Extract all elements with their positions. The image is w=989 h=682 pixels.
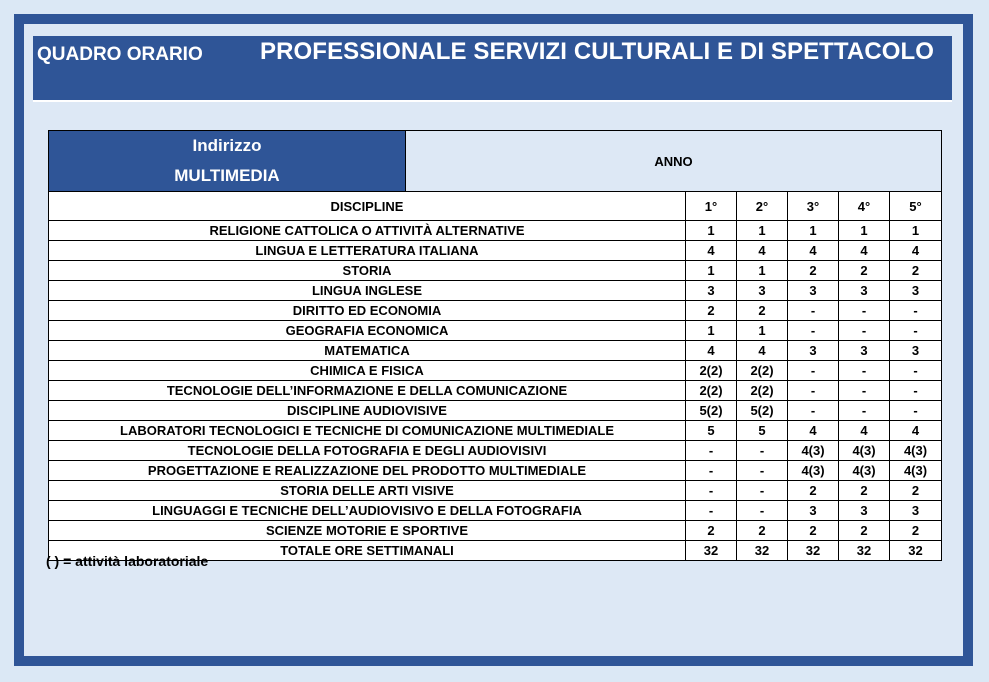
hours-cell: - <box>788 321 839 341</box>
indirizzo-value: MULTIMEDIA <box>174 166 280 185</box>
hours-cell: - <box>839 321 890 341</box>
table-row <box>49 301 942 321</box>
hours-cell: 4 <box>890 241 942 261</box>
hours-cell: 3 <box>788 341 839 361</box>
table-row <box>49 501 942 521</box>
hours-cell: 4 <box>788 421 839 441</box>
table-row <box>49 241 942 261</box>
hours-cell: - <box>890 401 942 421</box>
hours-cell: 1 <box>737 221 788 241</box>
hours-cell: 1 <box>686 321 737 341</box>
hours-cell: 1 <box>737 261 788 281</box>
hours-cell: 3 <box>839 341 890 361</box>
hours-cell: 1 <box>686 261 737 281</box>
hours-cell: 2 <box>788 261 839 281</box>
hours-cell: - <box>890 301 942 321</box>
hours-cell: 2(2) <box>737 361 788 381</box>
discipline-name: SCIENZE MOTORIE E SPORTIVE <box>49 521 686 541</box>
discipline-name: TECNOLOGIE DELL’INFORMAZIONE E DELLA COMUNICAZIONE <box>49 381 686 401</box>
hours-cell: 1 <box>839 221 890 241</box>
table-row <box>49 461 942 481</box>
hours-cell: 32 <box>839 541 890 561</box>
hours-cell: 2 <box>839 261 890 281</box>
year-header-5: 5° <box>890 192 942 221</box>
discipline-name: STORIA DELLE ARTI VISIVE <box>49 481 686 501</box>
discipline-name: LABORATORI TECNOLOGICI E TECNICHE DI COMUNICAZIONE MULTIMEDIALE <box>49 421 686 441</box>
hours-cell: 3 <box>788 501 839 521</box>
hours-cell: 3 <box>890 341 942 361</box>
anno-header: ANNO <box>406 131 942 192</box>
discipline-header: DISCIPLINE <box>49 192 686 221</box>
discipline-name: LINGUA E LETTERATURA ITALIANA <box>49 241 686 261</box>
discipline-name: DIRITTO ED ECONOMIA <box>49 301 686 321</box>
schedule-table <box>48 130 942 561</box>
hours-cell: 2 <box>839 481 890 501</box>
discipline-name: TECNOLOGIE DELLA FOTOGRAFIA E DEGLI AUDIOVISIVI <box>49 441 686 461</box>
hours-cell: - <box>737 501 788 521</box>
hours-cell: - <box>686 441 737 461</box>
discipline-name: PROGETTAZIONE E REALIZZAZIONE DEL PRODOTTO MULTIMEDIALE <box>49 461 686 481</box>
discipline-name: MATEMATICA <box>49 341 686 361</box>
hours-cell: - <box>686 461 737 481</box>
hours-cell: - <box>839 381 890 401</box>
discipline-name: GEOGRAFIA ECONOMICA <box>49 321 686 341</box>
hours-cell: 3 <box>890 501 942 521</box>
hours-cell: 2 <box>890 481 942 501</box>
discipline-name: LINGUA INGLESE <box>49 281 686 301</box>
hours-cell: 4(3) <box>839 461 890 481</box>
hours-cell: - <box>839 401 890 421</box>
discipline-name: TOTALE ORE SETTIMANALI <box>49 541 686 561</box>
hours-cell: 3 <box>686 281 737 301</box>
table-row <box>49 281 942 301</box>
hours-cell: 4 <box>839 421 890 441</box>
hours-cell: 4 <box>686 341 737 361</box>
table-row <box>49 381 942 401</box>
indirizzo-cell <box>49 131 406 192</box>
hours-cell: 4(3) <box>839 441 890 461</box>
hours-cell: 1 <box>686 221 737 241</box>
hours-cell: - <box>839 361 890 381</box>
table-row <box>49 421 942 441</box>
hours-cell: 2(2) <box>737 381 788 401</box>
discipline-name: RELIGIONE CATTOLICA O ATTIVITÀ ALTERNATIVE <box>49 221 686 241</box>
hours-cell: - <box>890 381 942 401</box>
hours-cell: - <box>737 441 788 461</box>
hours-cell: 3 <box>737 281 788 301</box>
table-row <box>49 521 942 541</box>
indirizzo-label: Indirizzo <box>192 136 262 155</box>
discipline-name: LINGUAGGI E TECNICHE DELL’AUDIOVISIVO E DELLA FOTOGRAFIA <box>49 501 686 521</box>
hours-cell: 3 <box>788 281 839 301</box>
hours-cell: - <box>788 301 839 321</box>
table-row <box>49 321 942 341</box>
hours-cell: 4 <box>890 421 942 441</box>
hours-cell: 2 <box>788 481 839 501</box>
hours-cell: 4 <box>839 241 890 261</box>
table-row <box>49 481 942 501</box>
hours-cell: 3 <box>839 281 890 301</box>
discipline-name: CHIMICA E FISICA <box>49 361 686 381</box>
hours-cell: 4 <box>737 241 788 261</box>
year-header-4: 4° <box>839 192 890 221</box>
hours-cell: 3 <box>890 281 942 301</box>
hours-cell: 4(3) <box>788 461 839 481</box>
hours-cell: 3 <box>839 501 890 521</box>
hours-cell: - <box>737 461 788 481</box>
hours-cell: - <box>890 321 942 341</box>
header-label: QUADRO ORARIO <box>37 44 203 65</box>
hours-cell: - <box>890 361 942 381</box>
table-row <box>49 221 942 241</box>
hours-cell: 4(3) <box>788 441 839 461</box>
year-header-3: 3° <box>788 192 839 221</box>
discipline-name: STORIA <box>49 261 686 281</box>
table-row <box>49 261 942 281</box>
header-banner <box>33 36 952 102</box>
hours-cell: - <box>686 501 737 521</box>
hours-cell: - <box>737 481 788 501</box>
hours-cell: - <box>686 481 737 501</box>
hours-cell: 1 <box>788 221 839 241</box>
hours-cell: - <box>788 361 839 381</box>
page-title: PROFESSIONALE SERVIZI CULTURALI E DI SPETTACOLO <box>260 38 935 65</box>
hours-cell: 2(2) <box>686 381 737 401</box>
hours-cell: 5 <box>737 421 788 441</box>
hours-cell: 2 <box>737 301 788 321</box>
hours-cell: 5(2) <box>686 401 737 421</box>
hours-cell: 4 <box>788 241 839 261</box>
hours-cell: 32 <box>686 541 737 561</box>
schedule-table-wrapper <box>48 130 941 561</box>
discipline-name: DISCIPLINE AUDIOVISIVE <box>49 401 686 421</box>
hours-cell: 2 <box>890 261 942 281</box>
hours-cell: 4(3) <box>890 441 942 461</box>
hours-cell: 4 <box>686 241 737 261</box>
hours-cell: 2 <box>890 521 942 541</box>
hours-cell: 2(2) <box>686 361 737 381</box>
legend-note: ( ) = attività laboratoriale <box>46 553 209 569</box>
hours-cell: 2 <box>737 521 788 541</box>
table-row <box>49 361 942 381</box>
table-row <box>49 341 942 361</box>
hours-cell: 32 <box>788 541 839 561</box>
hours-cell: 32 <box>890 541 942 561</box>
hours-cell: 4 <box>737 341 788 361</box>
table-row <box>49 441 942 461</box>
hours-cell: - <box>788 401 839 421</box>
hours-cell: 2 <box>686 521 737 541</box>
year-header-1: 1° <box>686 192 737 221</box>
hours-cell: 2 <box>839 521 890 541</box>
table-row <box>49 401 942 421</box>
hours-cell: - <box>839 301 890 321</box>
year-header-2: 2° <box>737 192 788 221</box>
hours-cell: - <box>788 381 839 401</box>
hours-cell: 4(3) <box>890 461 942 481</box>
hours-cell: 2 <box>686 301 737 321</box>
hours-cell: 1 <box>890 221 942 241</box>
hours-cell: 5(2) <box>737 401 788 421</box>
hours-cell: 32 <box>737 541 788 561</box>
hours-cell: 1 <box>737 321 788 341</box>
hours-cell: 5 <box>686 421 737 441</box>
hours-cell: 2 <box>788 521 839 541</box>
